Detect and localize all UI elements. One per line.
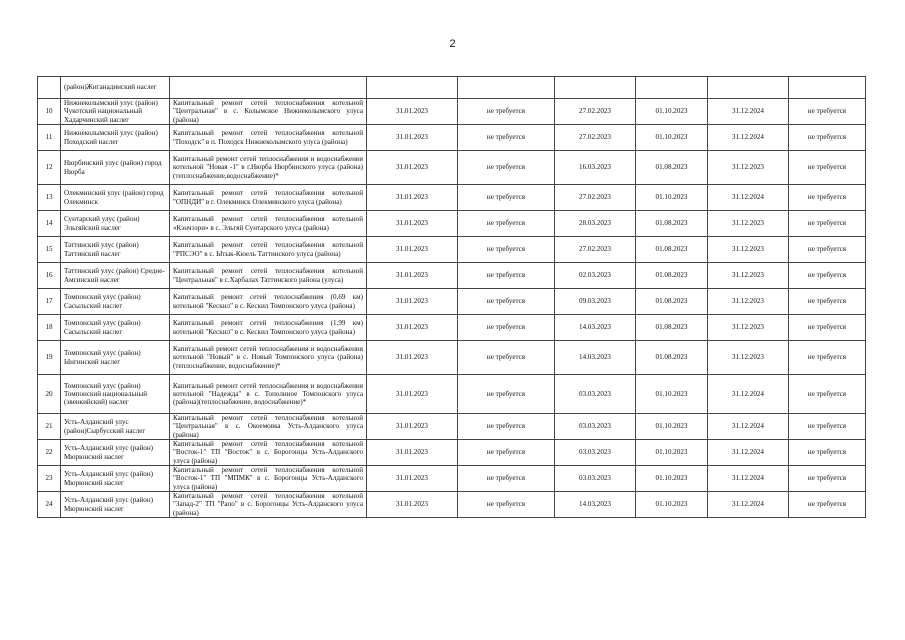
date-cell: 28.03.2023 [555, 211, 636, 237]
row-number: 14 [38, 211, 61, 237]
value-cell: не требуется [789, 440, 866, 466]
date-cell: 01.10.2023 [636, 125, 708, 151]
date-cell: 31.12.2023 [708, 289, 789, 315]
row-number: 15 [38, 237, 61, 263]
municipality-cell: Таттинский улус (район) Таттинский наслег [61, 237, 170, 263]
value-cell: не требуется [458, 185, 555, 211]
date-cell: 31.12.2024 [708, 99, 789, 125]
work-cell: Капитальный ремонт сетей теплоснабжения котельной «Кэнчээри» в с. Эльгяй Сунтарского улуса (района) [170, 211, 367, 237]
date-cell: 03.03.2023 [555, 466, 636, 492]
date-cell: 14.03.2023 [555, 315, 636, 341]
row-number: 11 [38, 125, 61, 151]
date-cell: 31.01.2023 [367, 466, 458, 492]
date-cell: 31.12.2024 [708, 125, 789, 151]
value-cell: не требуется [458, 99, 555, 125]
table-row [38, 151, 866, 185]
date-cell: 31.01.2023 [367, 440, 458, 466]
table-row [38, 414, 866, 440]
date-cell: 31.12.2024 [708, 440, 789, 466]
value-cell: не требуется [789, 185, 866, 211]
value-cell: не требуется [458, 492, 555, 518]
date-cell: 02.03.2023 [555, 263, 636, 289]
work-cell: Капитальный ремонт сетей теплоснабжения (0,69 км) котельной "Кескил" в с. Кескил Томпонского улуса (района) [170, 289, 367, 315]
value-cell: не требуется [789, 375, 866, 414]
table-row [38, 315, 866, 341]
program-table [37, 76, 866, 518]
value-cell: не требуется [789, 466, 866, 492]
row-number: 22 [38, 440, 61, 466]
row-number: 24 [38, 492, 61, 518]
value-cell: не требуется [458, 466, 555, 492]
date-cell: 01.10.2023 [636, 99, 708, 125]
date-cell: 31.12.2024 [708, 185, 789, 211]
municipality-cell: Олекминский улус (район) город Олекминск [61, 185, 170, 211]
date-cell [708, 77, 789, 99]
municipality-cell: Усть-Алданский улус (район) Мюрюнский наслег [61, 466, 170, 492]
date-cell [555, 77, 636, 99]
date-cell: 31.12.2024 [708, 414, 789, 440]
table-row [38, 263, 866, 289]
work-cell: Капитальный ремонт сетей теплоснабжения (1,99 км) котельной "Кескил" в с. Кескил Томпонского улуса (района) [170, 315, 367, 341]
value-cell: не требуется [789, 492, 866, 518]
value-cell: не требуется [458, 375, 555, 414]
value-cell: не требуется [458, 211, 555, 237]
table-row-continuation [38, 77, 866, 99]
date-cell: 31.01.2023 [367, 263, 458, 289]
municipality-cell: Сунтарский улус (район) Эльгяйский наслег [61, 211, 170, 237]
date-cell: 31.01.2023 [367, 289, 458, 315]
table-row [38, 289, 866, 315]
row-number: 20 [38, 375, 61, 414]
value-cell: не требуется [789, 125, 866, 151]
value-cell: не требуется [789, 211, 866, 237]
date-cell: 01.10.2023 [636, 466, 708, 492]
table-row [38, 99, 866, 125]
work-cell: Капитальный ремонт сетей теплоснабжения котельной "Центральная" в с.Харбалах Таттинского района (улуса) [170, 263, 367, 289]
value-cell: не требуется [789, 263, 866, 289]
municipality-cell: Томпонский улус (район) Ынгинский наслег [61, 341, 170, 375]
municipality-cell: Усть-Алданский улус (район) Мюрюнский наслег [61, 440, 170, 466]
row-number: 21 [38, 414, 61, 440]
date-cell [636, 77, 708, 99]
date-cell: 31.01.2023 [367, 125, 458, 151]
value-cell: не требуется [458, 151, 555, 185]
value-cell: не требуется [789, 99, 866, 125]
value-cell: не требуется [458, 289, 555, 315]
date-cell: 31.01.2023 [367, 414, 458, 440]
work-cell: Капитальный ремонт сетей теплоснабжения котельной "Центральная" в с. Окоемовка Усть-Алданского улуса (района) [170, 414, 367, 440]
date-cell: 09.03.2023 [555, 289, 636, 315]
date-cell [367, 77, 458, 99]
date-cell: 31.12.2024 [708, 466, 789, 492]
value-cell: не требуется [458, 315, 555, 341]
table-row [38, 125, 866, 151]
date-cell: 31.01.2023 [367, 185, 458, 211]
date-cell: 31.01.2023 [367, 151, 458, 185]
work-cell: Капитальный ремонт сетей теплоснабжения котельной "Запад-2" ТП "Рапо" в с. Борогонцы Усть-Алданского улуса (района) [170, 492, 367, 518]
date-cell: 31.12.2024 [708, 492, 789, 518]
date-cell: 31.12.2023 [708, 211, 789, 237]
table-row [38, 185, 866, 211]
row-number: 23 [38, 466, 61, 492]
table-row [38, 492, 866, 518]
table-row [38, 341, 866, 375]
date-cell: 01.08.2023 [636, 341, 708, 375]
date-cell: 01.08.2023 [636, 263, 708, 289]
table-row [38, 466, 866, 492]
value-cell: не требуется [789, 315, 866, 341]
date-cell: 31.12.2023 [708, 151, 789, 185]
municipality-cell: Нижнеколымский улус (район) Походский наслег [61, 125, 170, 151]
date-cell: 31.01.2023 [367, 315, 458, 341]
date-cell: 31.12.2023 [708, 341, 789, 375]
date-cell: 01.08.2023 [636, 211, 708, 237]
row-number: 12 [38, 151, 61, 185]
row-number: 19 [38, 341, 61, 375]
date-cell: 31.12.2023 [708, 237, 789, 263]
value-cell: не требуется [458, 414, 555, 440]
date-cell: 16.03.2023 [555, 151, 636, 185]
page-number: 2 [449, 38, 456, 50]
row-number: 18 [38, 315, 61, 341]
municipality-cell: Нюрбинский улус (район) город Нюрба [61, 151, 170, 185]
date-cell: 31.01.2023 [367, 492, 458, 518]
date-cell: 01.10.2023 [636, 492, 708, 518]
municipality-cell: Усть-Алданский улус (район) Мюрюнский наслег [61, 492, 170, 518]
municipality-cell: Томпонский улус (район) Сасыльский наслег [61, 315, 170, 341]
table-row [38, 211, 866, 237]
date-cell: 27.02.2023 [555, 125, 636, 151]
value-cell: не требуется [458, 237, 555, 263]
work-cell: Капитальный ремонт сетей теплоснабжения котельной "ОПНДИ" в г. Олекминск Олекминского улуса (района) [170, 185, 367, 211]
value-cell: не требуется [789, 414, 866, 440]
date-cell: 01.08.2023 [636, 151, 708, 185]
value-cell [458, 77, 555, 99]
date-cell: 01.10.2023 [636, 375, 708, 414]
date-cell: 31.01.2023 [367, 237, 458, 263]
date-cell: 31.12.2023 [708, 263, 789, 289]
row-number: 10 [38, 99, 61, 125]
row-number: 13 [38, 185, 61, 211]
value-cell: не требуется [458, 125, 555, 151]
value-cell: не требуется [458, 341, 555, 375]
date-cell: 31.01.2023 [367, 211, 458, 237]
work-cell: Капитальный ремонт сетей теплоснабжения и водоснабжения котельной "Надежда" в с. Тополиное Томпонского улуса (района)(теплоснабжение, водоснабжение)* [170, 375, 367, 414]
municipality-cell: Томпонский улус (район) Сасыльский наслег [61, 289, 170, 315]
work-cell [170, 77, 367, 99]
work-cell: Капитальный ремонт сетей теплоснабжения и водоснабжения котельной "Новый" в с. Новый Томпонского улуса (района)(теплоснабжение, водоснабжение)* [170, 341, 367, 375]
value-cell: не требуется [458, 263, 555, 289]
municipality-cell: (район)Жиганадинский наслег [61, 77, 170, 99]
date-cell: 31.12.2024 [708, 375, 789, 414]
date-cell: 01.10.2023 [636, 185, 708, 211]
table-row [38, 375, 866, 414]
municipality-cell: Таттинский улус (район) Средне-Амгинский наслег [61, 263, 170, 289]
value-cell: не требуется [789, 341, 866, 375]
row-number: 17 [38, 289, 61, 315]
work-cell: Капитальный ремонт сетей теплоснабжения котельной "РПСЭО" в с. Ытык-Кюель Таттинского улуса (района) [170, 237, 367, 263]
date-cell: 31.01.2023 [367, 99, 458, 125]
value-cell: не требуется [789, 237, 866, 263]
date-cell: 31.12.2023 [708, 315, 789, 341]
date-cell: 01.08.2023 [636, 315, 708, 341]
value-cell [789, 77, 866, 99]
value-cell: не требуется [458, 440, 555, 466]
work-cell: Капитальный ремонт сетей теплоснабжения котельной "Восток-1" ТП "Восток" в с. Борогонцы Усть-Алданского улуса (района) [170, 440, 367, 466]
date-cell: 03.03.2023 [555, 414, 636, 440]
table-row [38, 237, 866, 263]
municipality-cell: Томпонский улус (район) Томпонский национальный (эвенкийский) наслег [61, 375, 170, 414]
date-cell: 03.03.2023 [555, 440, 636, 466]
date-cell: 27.02.2023 [555, 237, 636, 263]
municipality-cell: Усть-Алданский улус (район)Сырбусский наслег [61, 414, 170, 440]
date-cell: 27.02.2023 [555, 185, 636, 211]
table-row [38, 440, 866, 466]
municipality-cell: Нижнеколымский улус (район) Чукотский национальный Хадарчинский наслег [61, 99, 170, 125]
row-number [38, 77, 61, 99]
work-cell: Капитальный ремонт сетей теплоснабжения котельной "Центральная" в с. Колымское Нижнеколымского улуса (района) [170, 99, 367, 125]
date-cell: 01.10.2023 [636, 414, 708, 440]
value-cell: не требуется [789, 151, 866, 185]
work-cell: Капитальный ремонт сетей теплоснабжения котельной "Восток-1" ТП "МПМК" в с. Борогонцы Усть-Алданского улуса (района) [170, 466, 367, 492]
date-cell: 01.08.2023 [636, 289, 708, 315]
date-cell: 31.01.2023 [367, 341, 458, 375]
work-cell: Капитальный ремонт сетей теплоснабжения и водоснабжения котельной "Новая -1" в г.Нюрба Нюрбинского улуса (района)(теплоснабжение,водоснабжение)* [170, 151, 367, 185]
date-cell: 14.03.2023 [555, 492, 636, 518]
value-cell: не требуется [789, 289, 866, 315]
date-cell: 27.02.2023 [555, 99, 636, 125]
date-cell: 01.10.2023 [636, 440, 708, 466]
date-cell: 31.01.2023 [367, 375, 458, 414]
date-cell: 03.03.2023 [555, 375, 636, 414]
row-number: 16 [38, 263, 61, 289]
work-cell: Капитальный ремонт сетей теплоснабжения котельной "Походск" в п. Походск Нижнеколымского улуса (района) [170, 125, 367, 151]
date-cell: 14.03.2023 [555, 341, 636, 375]
date-cell: 01.08.2023 [636, 237, 708, 263]
